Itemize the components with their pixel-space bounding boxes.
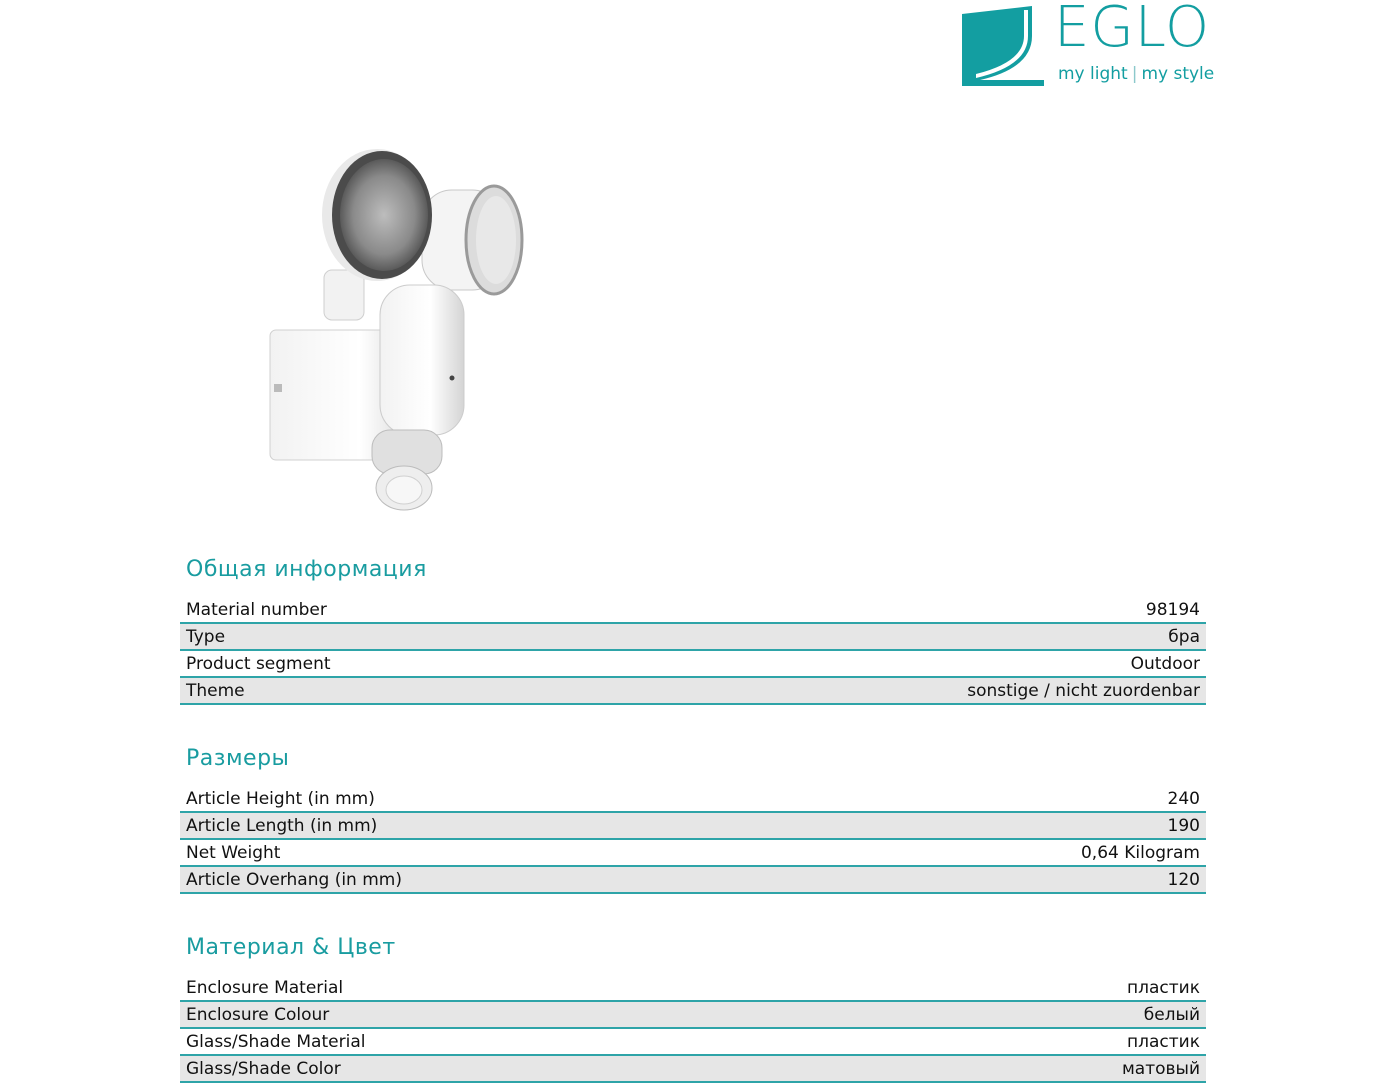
table-row xyxy=(180,624,1206,651)
section-title-dimensions: Размеры xyxy=(186,746,290,771)
eglo-logo-icon xyxy=(962,6,1044,86)
row-label: Material number xyxy=(186,599,327,620)
row-value: 120 xyxy=(1167,869,1200,890)
row-value: бра xyxy=(1168,626,1200,647)
section-title-general: Общая информация xyxy=(186,557,427,582)
row-label: Enclosure Colour xyxy=(186,1004,330,1025)
row-label: Theme xyxy=(186,680,245,701)
row-label: Article Length (in mm) xyxy=(186,815,378,836)
row-value: белый xyxy=(1143,1004,1200,1025)
section-title-material-color: Материал & Цвет xyxy=(186,935,396,960)
row-value: 98194 xyxy=(1145,599,1200,620)
row-label: Article Overhang (in mm) xyxy=(186,869,402,890)
row-value: 240 xyxy=(1167,788,1200,809)
table-row xyxy=(180,678,1206,705)
row-value: 0,64 Kilogram xyxy=(1080,842,1200,863)
table-row xyxy=(180,867,1206,894)
row-value: пластик xyxy=(1127,1031,1200,1052)
row-value: sonstige / nicht zuordenbar xyxy=(967,680,1200,701)
spec-table-general xyxy=(180,597,1206,705)
row-value: пластик xyxy=(1127,977,1200,998)
brand-tagline xyxy=(1058,64,1214,84)
row-value: 190 xyxy=(1167,815,1200,836)
row-label: Article Height (in mm) xyxy=(186,788,375,809)
tagline-separator: | xyxy=(1131,64,1138,84)
row-label: Glass/Shade Material xyxy=(186,1031,366,1052)
tagline-right: my style xyxy=(1141,64,1215,84)
row-value: Outdoor xyxy=(1130,653,1200,674)
brand-logo xyxy=(962,0,1215,88)
table-row xyxy=(180,786,1206,813)
table-row xyxy=(180,1002,1206,1029)
table-row xyxy=(180,813,1206,840)
table-row xyxy=(180,597,1206,624)
table-row xyxy=(180,840,1206,867)
table-row xyxy=(180,1029,1206,1056)
row-label: Net Weight xyxy=(186,842,281,863)
brand-name: EGLO xyxy=(1054,0,1211,60)
row-value: матовый xyxy=(1121,1058,1200,1079)
row-label: Type xyxy=(186,626,226,647)
table-row xyxy=(180,975,1206,1002)
row-label: Product segment xyxy=(186,653,331,674)
row-label: Enclosure Material xyxy=(186,977,344,998)
spec-table-dimensions xyxy=(180,786,1206,894)
product-image xyxy=(262,140,532,512)
spec-table-material-color xyxy=(180,975,1206,1083)
table-row xyxy=(180,651,1206,678)
table-row xyxy=(180,1056,1206,1083)
tagline-left: my light xyxy=(1058,64,1128,84)
row-label: Glass/Shade Color xyxy=(186,1058,341,1079)
